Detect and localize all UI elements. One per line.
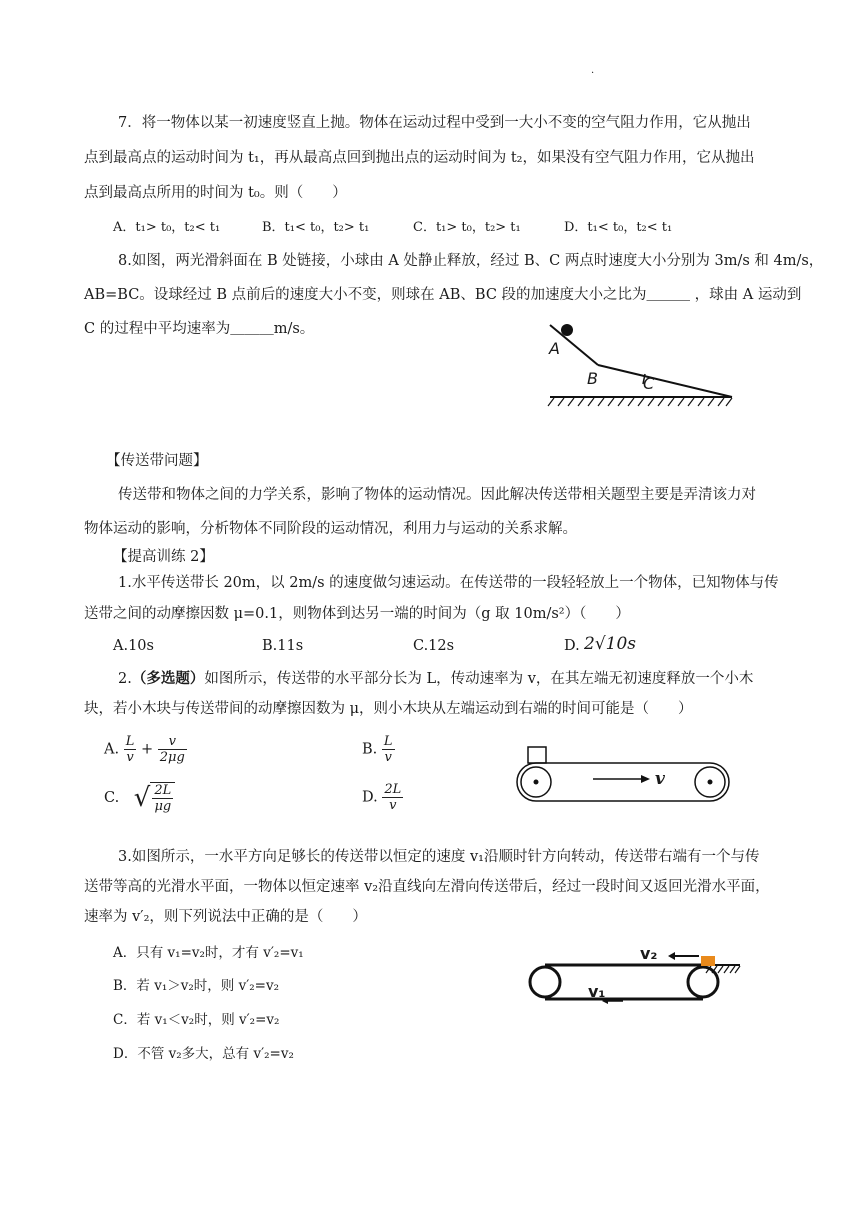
p2-num: 2. [118,671,132,687]
p2-option-c-letter: C. [104,790,120,806]
p3-line1: 3.如图所示，一水平方向足够长的传送带以恒定的速度 v₁沿顺时针方向转动，传送带右端有一个与传 [118,849,760,865]
p3-option-a: A．只有 v₁=v₂时，才有 v′₂=v₁ [113,945,304,961]
p2-plus: + [140,741,154,758]
p1-option-c: C.12s [413,638,455,654]
incline-figure [540,318,740,413]
incline-label-c: C [643,374,655,393]
q7-option-d: D．t₁< t₀，t₂< t₁ [564,220,673,235]
p2-frac-b: $\frac{L}{v}$ [383,734,393,765]
p3-option-d: D．不管 v₂多大，总有 v′₂=v₂ [113,1046,294,1062]
q8-line2: AB=BC。设球经过 B 点前后的速度大小不变，则球在 AB、BC 段的加速度大小之比为＿＿＿ ，球由 A 运动到 [84,287,802,303]
p1-line1: 1.水平传送带长 20m，以 2m/s 的速度做匀速运动。在传送带的一段轻轻放上一个物体，已知物体与传 [118,575,779,591]
conveyor-v2-label: v₂ [640,944,658,963]
p1-line2: 送带之间的动摩擦因数 μ=0.1，则物体到达另一端的时间为（g 取 10m/s²）（ ） [84,606,630,622]
q7-option-c: C．t₁> t₀，t₂> t₁ [413,220,521,235]
p1-option-d: D. [564,638,580,654]
p2-option-b [362,734,395,765]
conveyor-v-label: v [655,769,665,789]
p2-frac-l-v: $\frac{L}{v}$ [125,734,135,765]
p2-line1-text: 如图所示，传送带的水平部分长为 L，传动速率为 v，在其左端无初速度释放一个小木 [204,671,754,687]
ball [561,324,573,336]
p2-line2: 块，若小木块与传送带间的动摩擦因数为 μ，则小木块从左端运动到右端的时间可能是（ ） [84,701,693,717]
p2-option-d [362,782,403,813]
conveyor-figure-1 [513,744,743,814]
p2-multi-tag: （多选题） [131,670,205,687]
p3-option-c: C．若 v₁＜v₂时，则 v′₂=v₂ [113,1012,280,1028]
q7-line3: 点到最高点所用的时间为 t₀。则（ ） [84,185,347,201]
p3-line2: 送带等高的光滑水平面，一物体以恒定速率 v₂沿直线向左滑向传送带后，经过一段时间又返回光滑水平面， [84,879,770,895]
p2-frac-c: $\frac{2L}{\mu g}$ [154,783,172,814]
q7-option-b: B．t₁< t₀，t₂> t₁ [262,220,370,235]
small-block [528,747,546,763]
section-para1: 传送带和物体之间的力学关系，影响了物体的运动情况。因此解决传送带相关题型主要是弄清该力对 [118,487,756,503]
p2-option-a [104,734,187,765]
p2-option-b-letter: B. [362,741,378,758]
section-para2: 物体运动的影响，分析物体不同阶段的运动情况，利用力与运动的关系求解。 [84,521,577,537]
section-title: 【传送带问题】 [106,453,208,469]
p2-line1 [118,670,753,688]
incline-label-a: A [549,339,560,358]
q7-line1: 7．将一物体以某一初速度竖直上抛。物体在运动过程中受到一大小不变的空气阻力作用，它从抛出 [118,115,751,131]
header-mark: . [591,65,595,76]
p3-option-b: B．若 v₁＞v₂时，则 v′₂=v₂ [113,978,280,994]
p3-line3: 速率为 v′₂，则下列说法中正确的是（ ） [84,909,367,925]
conveyor-v1-label: v₁ [588,982,606,1001]
p2-option-a-letter: A. [104,741,120,758]
incline-label-b: B [587,369,598,388]
q7-line2: 点到最高点的运动时间为 t₁，再从最高点回到抛出点的运动时间为 t₂，如果没有空气阻力作用，它从抛出 [84,150,755,166]
practice-title: 【提高训练 2】 [113,549,214,565]
p2-frac-d: $\frac{2L}{v}$ [384,782,402,813]
p2-option-d-letter: D. [362,789,378,806]
q8-line1: 8.如图，两光滑斜面在 B 处链接，小球由 A 处静止释放，经过 B、C 两点时速度大小分别为 3m/s 和 4m/s， [118,253,824,269]
q8-line3: C 的过程中平均速率为＿＿＿m/s。 [84,321,315,337]
p1-option-b: B.11s [262,638,304,654]
conveyor-figure-2 [525,945,745,1010]
p1-option-d-math: 2√10s [584,634,637,654]
p2-frac-v-2mug: $\frac{v}{2\mu g}$ [159,734,185,765]
p1-option-a: A.10s [113,638,154,654]
p2-option-c: C. √ $\frac{2L}{\mu g}$ [104,782,175,814]
q7-option-a: A．t₁> t₀，t₂< t₁ [113,220,221,235]
orange-block [701,956,715,966]
